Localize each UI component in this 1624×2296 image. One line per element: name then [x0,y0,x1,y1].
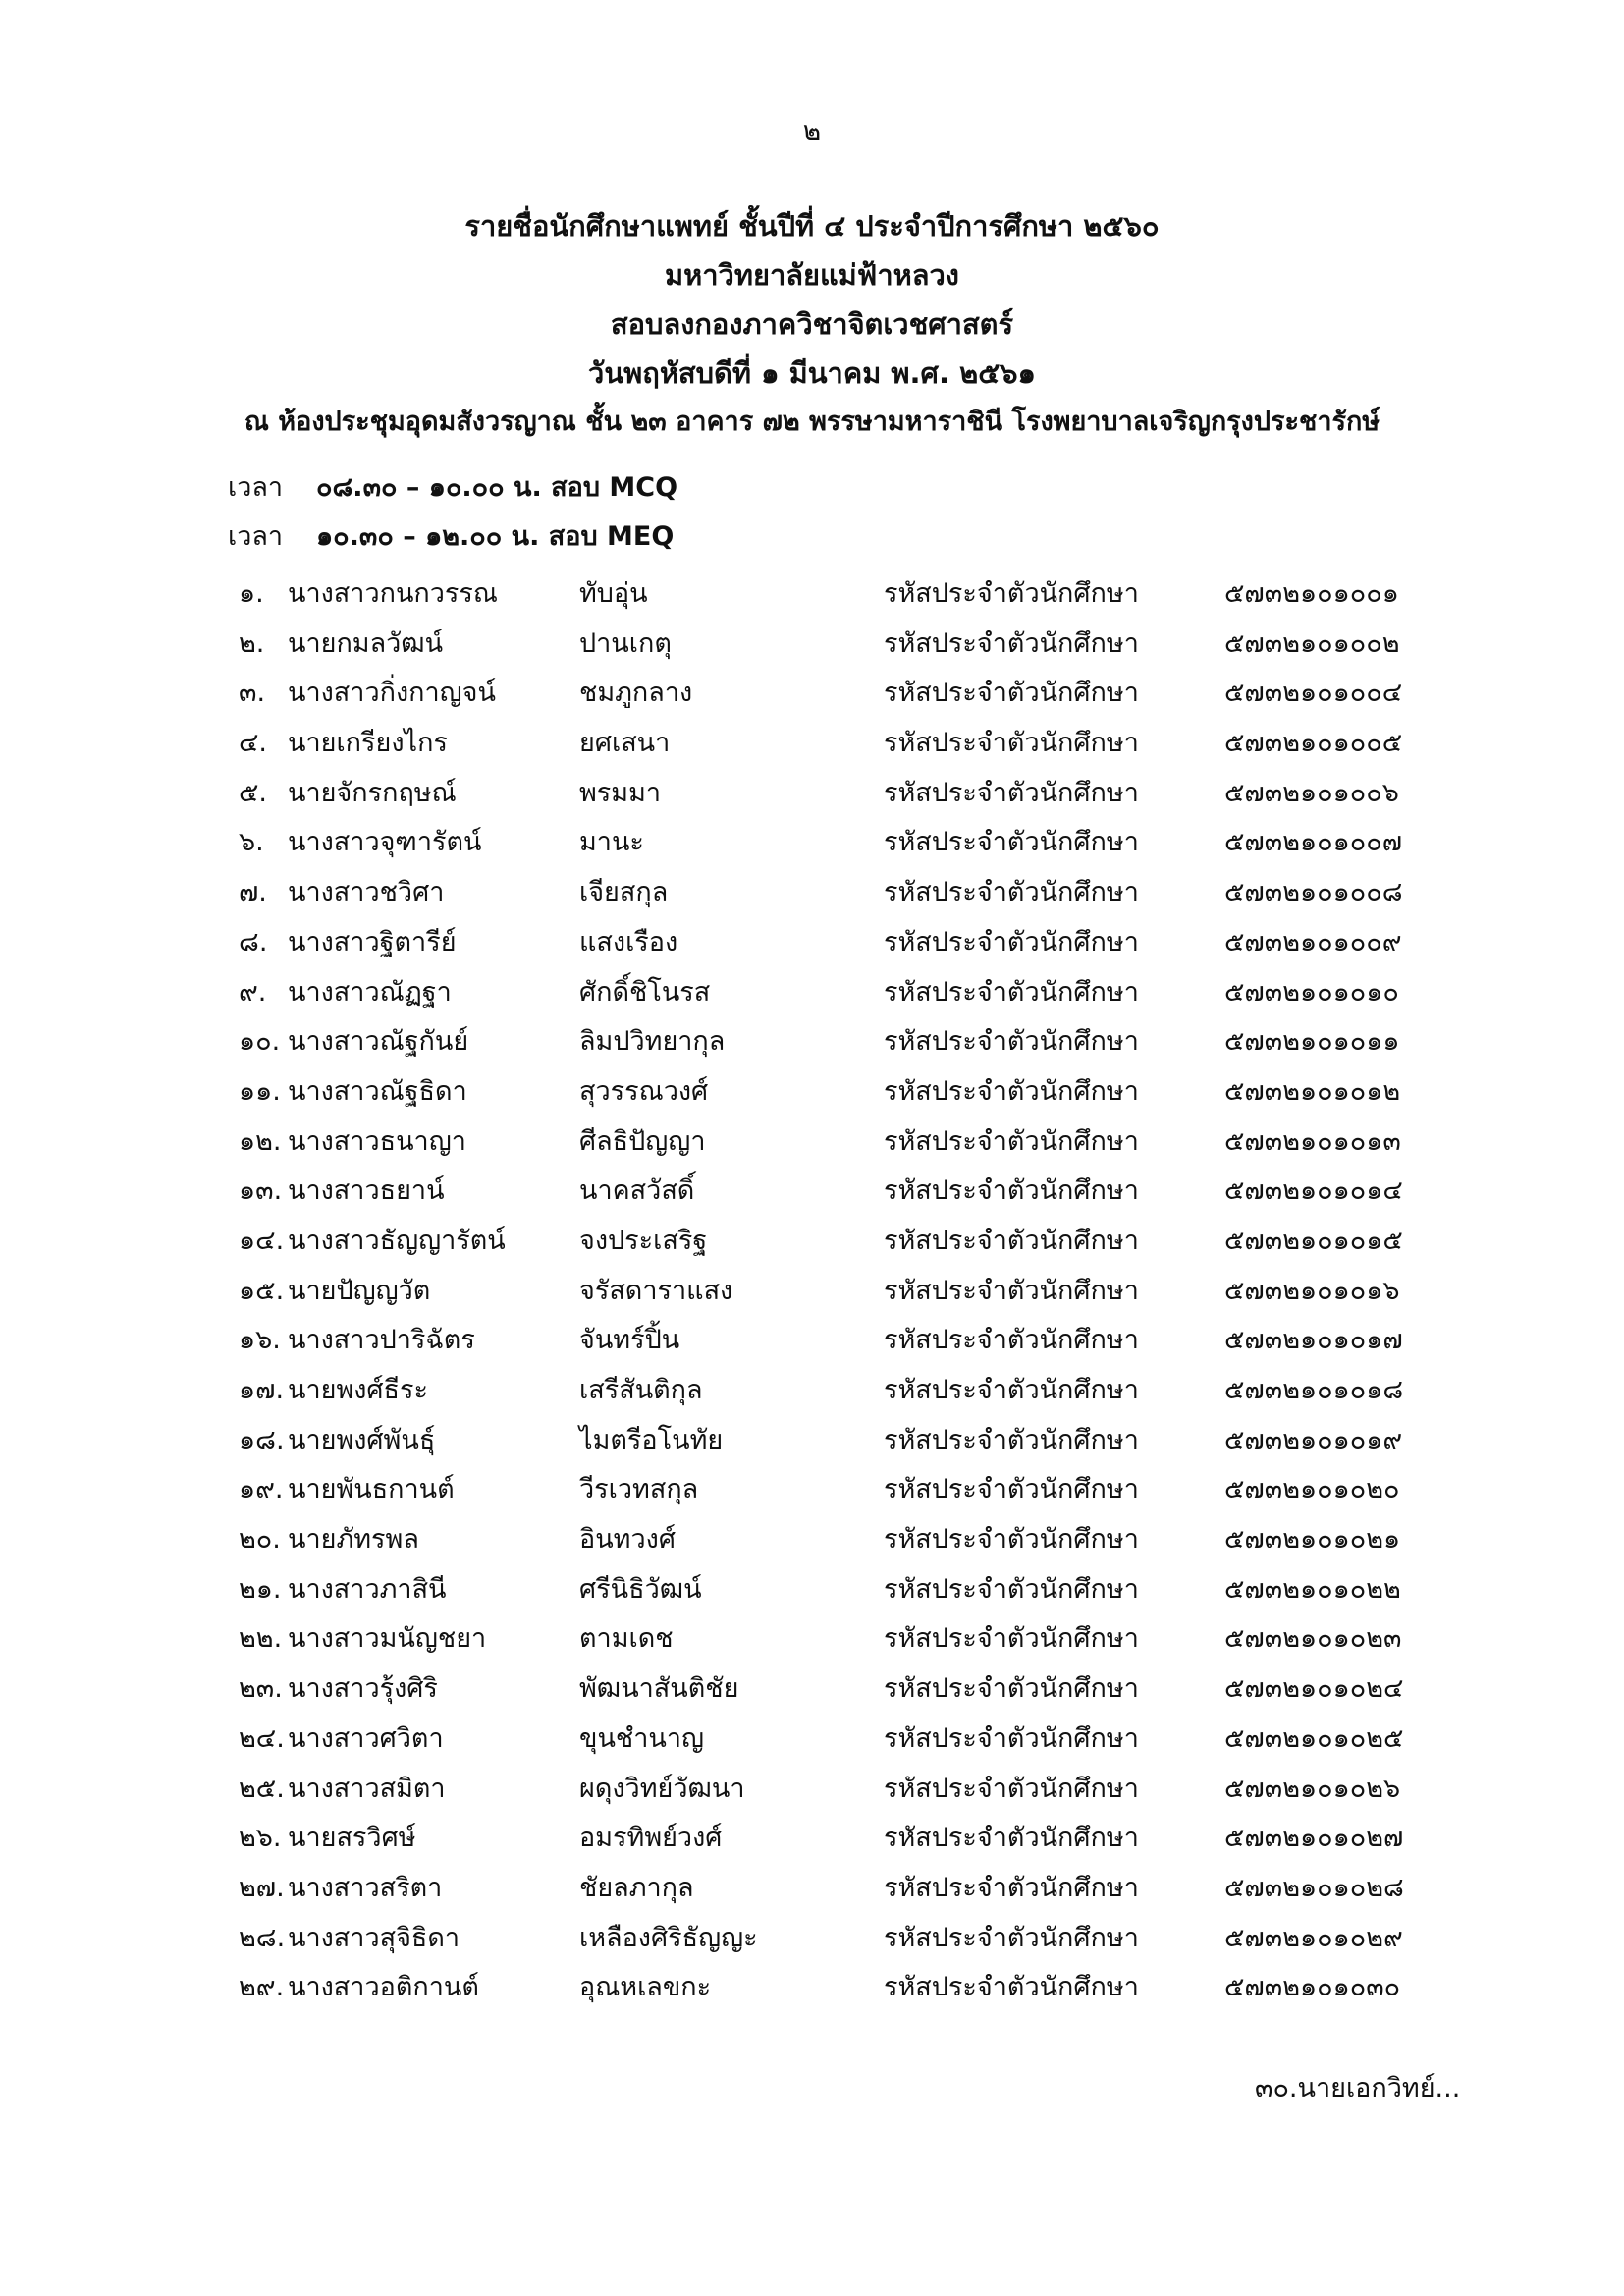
schedule-range: ๑๐.๓๐ – ๑๒.๐๐ น. สอบ MEQ [316,521,675,552]
page-number: ๒ [802,115,822,147]
student-last-name: พัฒนาสันติชัย [579,1673,739,1705]
student-number: ๑๗. [239,1375,285,1405]
student-first-name: นางสาวชวิศา [288,877,445,908]
student-id: ๕๗๓๒๑๐๑๐๑๓ [1224,1125,1401,1157]
student-first-name: นางสาวณัฏฐา [288,976,452,1008]
student-id: ๕๗๓๒๑๐๑๐๑๗ [1224,1325,1403,1356]
student-number: ๒๙. [239,1972,285,2003]
student-id-label: รหัสประจำตัวนักศึกษา [884,728,1139,759]
student-id: ๕๗๓๒๑๐๑๐๐๖ [1224,777,1399,808]
student-last-name: อุณหเลขกะ [579,1972,712,2003]
student-last-name: เหลืองศิริธัญญะ [579,1922,758,1953]
student-row [0,1118,1624,1168]
student-id: ๕๗๓๒๑๐๑๐๐๗ [1224,827,1403,858]
student-first-name: นางสาวกิ่งกาญจน์ [288,678,496,709]
student-first-name: นางสาวณัฐธิดา [288,1075,467,1107]
student-first-name: นางสาวธนาญา [288,1125,466,1157]
student-id: ๕๗๓๒๑๐๑๐๐๑ [1224,578,1399,609]
student-number: ๒๖. [239,1823,282,1854]
student-last-name: แสงเรือง [579,926,678,957]
student-last-name: พรมมา [579,777,662,808]
student-number: ๑. [239,578,264,609]
student-id: ๕๗๓๒๑๐๑๐๐๕ [1224,728,1403,759]
student-last-name: ปานเกตุ [579,628,672,659]
student-last-name: สุวรรณวงศ์ [579,1075,709,1107]
student-id: ๕๗๓๒๑๐๑๐๓๐ [1224,1972,1401,2003]
student-row [0,1017,1624,1067]
student-id-label: รหัสประจำตัวนักศึกษา [884,976,1139,1008]
student-row [0,570,1624,620]
student-last-name: ศรีนิธิวัฒน์ [579,1573,702,1605]
student-id: ๕๗๓๒๑๐๑๐๒๗ [1224,1823,1404,1854]
exam-schedule [228,464,677,562]
student-first-name: นางสาวมนัญชยา [288,1623,487,1655]
student-row [0,719,1624,769]
schedule-row [228,513,677,562]
schedule-range: ๐๘.๓๐ – ๑๐.๐๐ น. สอบ MCQ [316,472,678,503]
student-last-name: ศีลธิปัญญา [579,1125,706,1157]
continuation-note: ๓๐.นายเอกวิทย์... [1255,2073,1461,2104]
student-first-name: นางสาวฐิตารีย์ [288,926,457,957]
student-id: ๕๗๓๒๑๐๑๐๐๙ [1224,926,1402,957]
student-row [0,1715,1624,1765]
header-venue: ณ ห้องประชุมอุดมสังวรญาณ ชั้น ๒๓ อาคาร ๗๒ พรรษามหาราชินี โรงพยาบาลเจริญกรุงประชารักษ์ [244,407,1380,437]
student-row [0,968,1624,1018]
student-number: ๑๙. [239,1474,284,1505]
header-university: มหาวิทยาลัยแม่ฟ้าหลวง [665,258,959,292]
student-id-label: รหัสประจำตัวนักศึกษา [884,1722,1139,1754]
student-number: ๑๓. [239,1175,283,1207]
student-id-label: รหัสประจำตัวนักศึกษา [884,1075,1139,1107]
student-first-name: นางสาวสริตา [288,1872,443,1903]
student-first-name: นายพันธกานต์ [288,1474,455,1505]
student-number: ๒๓. [239,1673,283,1705]
student-first-name: นายพงศ์ธีระ [288,1375,429,1405]
student-id: ๕๗๓๒๑๐๑๐๒๑ [1224,1524,1401,1556]
student-last-name: ขุนชำนาญ [579,1722,705,1754]
student-id-label: รหัสประจำตัวนักศึกษา [884,678,1139,709]
student-row [0,1067,1624,1118]
student-id: ๕๗๓๒๑๐๑๐๑๔ [1224,1175,1403,1207]
student-id-label: รหัสประจำตัวนักศึกษา [884,1125,1139,1157]
student-id-label: รหัสประจำตัวนักศึกษา [884,1872,1139,1903]
student-id-label: รหัสประจำตัวนักศึกษา [884,1673,1139,1705]
student-id-label: รหัสประจำตัวนักศึกษา [884,877,1139,908]
student-first-name: นายภัทรพล [288,1524,419,1556]
student-last-name: เสรีสันติกุล [579,1375,703,1405]
student-last-name: ผดุงวิทย์วัฒนา [579,1773,745,1804]
student-first-name: นางสาวธัญญารัตน์ [288,1225,506,1256]
student-last-name: อมรทิพย์วงศ์ [579,1823,723,1854]
student-row [0,1416,1624,1466]
student-id: ๕๗๓๒๑๐๑๐๒๓ [1224,1623,1402,1655]
student-row [0,669,1624,719]
student-id-label: รหัสประจำตัวนักศึกษา [884,628,1139,659]
student-first-name: นางสาวรุ้งศิริ [288,1673,438,1705]
student-first-name: นางสาวปาริฉัตร [288,1325,475,1356]
student-first-name: นางสาวณัฐกันย์ [288,1026,469,1058]
student-last-name: จันทร์ปิ้น [579,1325,680,1356]
student-last-name: อินทวงศ์ [579,1524,676,1556]
student-id-label: รหัสประจำตัวนักศึกษา [884,1623,1139,1655]
student-row [0,1814,1624,1864]
student-id: ๕๗๓๒๑๐๑๐๒๒ [1224,1573,1401,1605]
student-id-label: รหัสประจำตัวนักศึกษา [884,1275,1139,1306]
schedule-label: เวลา [228,472,284,503]
student-first-name: นางสาวจุฑารัตน์ [288,827,482,858]
student-number: ๒๗. [239,1872,285,1903]
student-row [0,1167,1624,1217]
student-number: ๒๑. [239,1573,282,1605]
student-first-name: นายสรวิศษ์ [288,1823,416,1854]
student-id: ๕๗๓๒๑๐๑๐๑๑ [1224,1026,1400,1058]
student-first-name: นายเกรียงไกร [288,728,448,759]
student-first-name: นางสาวภาสินี [288,1573,447,1605]
student-first-name: นายกมลวัฒน์ [288,628,444,659]
student-number: ๙. [239,976,267,1008]
student-row [0,868,1624,918]
student-id: ๕๗๓๒๑๐๑๐๑๘ [1224,1375,1404,1405]
student-row [0,818,1624,868]
student-number: ๒. [239,628,265,659]
student-id: ๕๗๓๒๑๐๑๐๑๐ [1224,976,1399,1008]
student-row [0,1565,1624,1615]
student-last-name: ชมภูกลาง [579,678,693,709]
student-number: ๒๘. [239,1922,286,1953]
schedule-label: เวลา [228,521,284,552]
student-number: ๕. [239,777,268,808]
student-last-name: มานะ [579,827,644,858]
student-row [0,1864,1624,1914]
student-first-name: นายจักรกฤษณ์ [288,777,457,808]
student-id-label: รหัสประจำตัวนักศึกษา [884,777,1139,808]
student-id-label: รหัสประจำตัวนักศึกษา [884,1175,1139,1207]
student-number: ๑๑. [239,1075,281,1107]
student-last-name: ศักดิ์ชิโนรส [579,976,711,1008]
student-id-label: รหัสประจำตัวนักศึกษา [884,578,1139,609]
student-last-name: นาคสวัสดิ์ [579,1175,695,1207]
student-number: ๑๒. [239,1125,282,1157]
student-id: ๕๗๓๒๑๐๑๐๐๔ [1224,678,1403,709]
student-id-label: รหัสประจำตัวนักศึกษา [884,1375,1139,1405]
student-first-name: นายพงศ์พันธุ์ [288,1424,436,1455]
student-last-name: วีรเวทสกุล [579,1474,699,1505]
student-row [0,1914,1624,1964]
student-last-name: ยศเสนา [579,728,671,759]
student-last-name: จงประเสริฐ [579,1225,708,1256]
student-row [0,1217,1624,1267]
student-first-name: นางสาวสมิตา [288,1773,446,1804]
student-first-name: นางสาวกนกวรรณ [288,578,498,609]
student-row [0,1316,1624,1366]
student-list [0,570,1624,2013]
student-id: ๕๗๓๒๑๐๑๐๑๕ [1224,1225,1403,1256]
student-number: ๒๔. [239,1722,285,1754]
student-first-name: นางสาวอติกานต์ [288,1972,479,2003]
student-id-label: รหัสประจำตัวนักศึกษา [884,1325,1139,1356]
student-id: ๕๗๓๒๑๐๑๐๒๙ [1224,1922,1403,1953]
student-id: ๕๗๓๒๑๐๑๐๒๕ [1224,1722,1404,1754]
student-first-name: นางสาวสุจิธิดา [288,1922,460,1953]
student-number: ๔. [239,728,268,759]
student-row [0,1465,1624,1515]
student-id: ๕๗๓๒๑๐๑๐๑๒ [1224,1075,1401,1107]
student-row [0,1267,1624,1317]
student-id-label: รหัสประจำตัวนักศึกษา [884,1972,1139,2003]
student-last-name: เจียสกุล [579,877,669,908]
student-last-name: ลิมปวิทยากุล [579,1026,726,1058]
student-id-label: รหัสประจำตัวนักศึกษา [884,827,1139,858]
student-number: ๒๐. [239,1524,281,1556]
student-last-name: ชัยลภากุล [579,1872,694,1903]
schedule-row [228,464,677,513]
student-id: ๕๗๓๒๑๐๑๐๒๔ [1224,1673,1404,1705]
student-id: ๕๗๓๒๑๐๑๐๐๘ [1224,877,1403,908]
student-id-label: รหัสประจำตัวนักศึกษา [884,1773,1139,1804]
student-row [0,1665,1624,1715]
student-id-label: รหัสประจำตัวนักศึกษา [884,1922,1139,1953]
student-number: ๒๕. [239,1773,285,1804]
student-last-name: ไมตรีอโนทัย [579,1424,724,1455]
student-row [0,1765,1624,1815]
document-header [0,201,1624,447]
student-id-label: รหัสประจำตัวนักศึกษา [884,1424,1139,1455]
student-number: ๖. [239,827,264,858]
student-number: ๘. [239,926,268,957]
student-last-name: ทับอุ่น [579,578,648,609]
student-last-name: ตามเดช [579,1623,674,1655]
student-id-label: รหัสประจำตัวนักศึกษา [884,1573,1139,1605]
student-number: ๑๕. [239,1275,285,1306]
student-row [0,918,1624,968]
student-id-label: รหัสประจำตัวนักศึกษา [884,1225,1139,1256]
student-id: ๕๗๓๒๑๐๑๐๑๙ [1224,1424,1403,1455]
student-first-name: นางสาวศวิตา [288,1722,444,1754]
student-id-label: รหัสประจำตัวนักศึกษา [884,926,1139,957]
student-number: ๗. [239,877,267,908]
student-first-name: นางสาวธยาน์ [288,1175,445,1207]
student-first-name: นายปัญญวัต [288,1275,431,1306]
student-id: ๕๗๓๒๑๐๑๐๒๘ [1224,1872,1404,1903]
student-row [0,1515,1624,1565]
header-title: รายชื่อนักศึกษาแพทย์ ชั้นปีที่ ๔ ประจำปีการศึกษา ๒๕๖๐ [464,209,1160,243]
student-number: ๓. [239,678,266,709]
student-row [0,769,1624,819]
student-id-label: รหัสประจำตัวนักศึกษา [884,1823,1139,1854]
header-date: วันพฤหัสบดีที่ ๑ มีนาคม พ.ศ. ๒๕๖๑ [588,356,1036,390]
student-id: ๕๗๓๒๑๐๑๐๒๖ [1224,1773,1401,1804]
student-id-label: รหัสประจำตัวนักศึกษา [884,1474,1139,1505]
student-row [0,1963,1624,2013]
student-number: ๑๖. [239,1325,281,1356]
student-id-label: รหัสประจำตัวนักศึกษา [884,1524,1139,1556]
student-number: ๑๘. [239,1424,285,1455]
student-last-name: จรัสดาราแสง [579,1275,733,1306]
student-id: ๕๗๓๒๑๐๑๐๒๐ [1224,1474,1400,1505]
student-id: ๕๗๓๒๑๐๑๐๑๖ [1224,1275,1400,1306]
student-number: ๑๔. [239,1225,285,1256]
student-number: ๑๐. [239,1026,281,1058]
student-id-label: รหัสประจำตัวนักศึกษา [884,1026,1139,1058]
student-id: ๕๗๓๒๑๐๑๐๐๒ [1224,628,1400,659]
student-row [0,620,1624,670]
student-row [0,1366,1624,1416]
student-number: ๒๒. [239,1623,283,1655]
header-department: สอบลงกองภาควิชาจิตเวชศาสตร์ [610,307,1014,341]
student-row [0,1614,1624,1665]
